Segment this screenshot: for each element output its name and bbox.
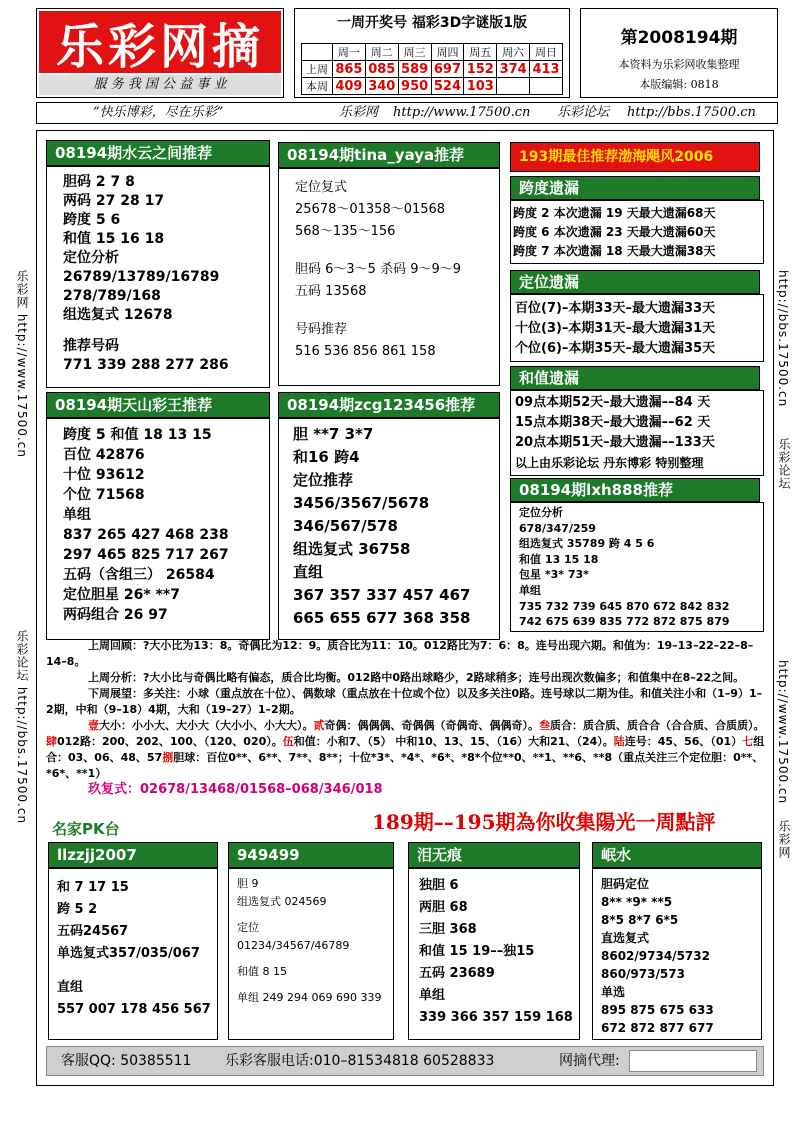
line: 组选复式 024569 [237, 895, 327, 908]
line: 8*5 8*7 6*5 [601, 913, 679, 927]
draw-number [530, 78, 563, 95]
detail-mark: 伍 [282, 735, 294, 748]
day-header: 周四 [431, 44, 464, 61]
line: 单选复式357/035/067 [57, 946, 200, 961]
line: 26789/13789/16789 [63, 269, 220, 285]
line: 665 655 677 368 358 [293, 609, 471, 627]
line [57, 965, 217, 977]
panel-title-hezhi: 和值遗漏 [510, 366, 760, 390]
expert-panel [48, 868, 218, 1040]
line [295, 303, 499, 319]
weekly-days-row [302, 44, 563, 61]
right-side-site-url: http://www.17500.cn [776, 660, 790, 805]
review-1: 上周回顾：?大小比为13：8。奇偶比为12：9。质合比为11：10。012路比为7：6：8。连号出现六期。和值为：19–13–22–22–8–14–8。 [46, 639, 754, 668]
line: 两胆 68 [419, 900, 468, 915]
line: 735 732 739 645 870 672 842 832 [519, 599, 730, 613]
line: 和 7 17 15 [57, 880, 129, 895]
detail-mark: 壹 [88, 719, 99, 732]
draw-number: 085 [365, 61, 398, 78]
day-header: 周六 [497, 44, 530, 61]
draw-number: 697 [431, 61, 464, 78]
detail-mark: 叁 [539, 719, 550, 732]
day-header: 周一 [333, 44, 366, 61]
line [237, 911, 393, 919]
right-side-forum-url: http://bbs.17500.cn [776, 270, 790, 408]
line: 定位分析 [519, 506, 563, 519]
left-side-forum: 乐彩论坛 http://bbs.17500.cn [15, 630, 29, 825]
weekly-title: 一周开奖号 福彩3D字谜版1版 [337, 15, 527, 31]
line: 678/347/259 [519, 521, 596, 535]
line: 15点本期38天–最大遗漏––62 天 [515, 415, 711, 430]
line: 百位(7)–本期33天–最大遗漏33天 [515, 301, 716, 316]
line: 单组 [419, 988, 446, 1003]
left-side-site: 乐彩网 http://www.17500.cn [15, 270, 29, 458]
day-header: 周日 [530, 44, 563, 61]
draw-number: 103 [464, 78, 497, 95]
slogan-text: “快乐博彩，尽在乐彩” [93, 105, 224, 120]
line: 十位 93612 [63, 467, 145, 483]
agent-input[interactable] [629, 1050, 757, 1072]
detail-text: 大小：小小大、大小大（大小小、小大大）。 [99, 719, 314, 732]
line: 五码 13568 [295, 284, 367, 299]
line: 516 536 856 861 158 [295, 344, 436, 359]
line: 557 007 178 456 567 [57, 1002, 211, 1017]
issue-block [580, 8, 778, 98]
slogan-banner [36, 102, 778, 124]
line: 定位胆星 26* **7 [63, 587, 180, 603]
line: 直组 [57, 980, 84, 995]
line: 推荐号码 [63, 338, 119, 354]
logo-text: 乐彩网摘 [55, 18, 264, 75]
line: 367 357 337 457 467 [293, 586, 471, 604]
panel-zcg [278, 418, 500, 640]
line: 定位推荐 [293, 471, 354, 489]
panel-title-shuiyun: 08194期水云之间推荐 [46, 140, 270, 166]
analysis-block [46, 638, 766, 798]
line: 742 675 639 835 772 872 875 879 [519, 615, 730, 629]
weekly-numbers-table [301, 43, 563, 95]
detail-text: 质合：质合质、质合合（合合质、合质质）。 [550, 719, 765, 732]
weekly-block [294, 8, 570, 98]
panel-title-kuadu: 跨度遗漏 [510, 176, 760, 200]
expert-title: llzzjj2007 [48, 842, 218, 868]
expert-panel [592, 868, 762, 1040]
detail-text: 连号：45、56、（01） [624, 735, 743, 748]
draw-number: 374 [497, 61, 530, 78]
line: 860/973/573 [601, 967, 685, 981]
row-label: 上周 [302, 61, 333, 78]
panel-kuadu [510, 200, 764, 264]
draw-number: 413 [530, 61, 563, 78]
pk-label: 名家PK台 [52, 820, 120, 838]
line: 跨度 5 6 [63, 212, 121, 228]
line: 百位 42876 [63, 447, 145, 463]
site-url[interactable]: http://www.17500.cn [393, 105, 531, 120]
line: 和值 13 15 18 [519, 552, 599, 566]
detail-text: 012路：200、202、100、（120、020）。 [57, 735, 283, 748]
pk-tagline: 189期––195期為你收集陽光一周點評 [372, 810, 716, 834]
line: 单组 [63, 507, 91, 523]
day-header: 周五 [464, 44, 497, 61]
draw-number: 589 [398, 61, 431, 78]
detail-text: 和值：小和7、（5） 中和10、13、15、（16）大和21、（24）。 [293, 735, 614, 748]
draw-number: 950 [398, 78, 431, 95]
line: 跨 5 2 [57, 902, 98, 917]
line: 组选复式 36758 [293, 540, 411, 558]
draw-number: 409 [333, 78, 366, 95]
line: 3456/3567/5678 [293, 494, 430, 512]
line: 胆码定位 [601, 877, 650, 891]
line: 组选复式 35789 跨 4 5 6 [519, 537, 655, 551]
line [63, 325, 269, 337]
line: 8** *9* **5 [601, 895, 673, 909]
detail-text: 胆球：百位0**、6**、7**、8**；十位*3*、*4*、*6*、*8*个位**0、**1、**6、**8（重点关注三个定位胆：0**、*6*、**1） [46, 751, 764, 780]
line: 以上由乐彩论坛 丹东博彩 特别整理 [515, 456, 704, 470]
line: 和值 15 19––独15 [419, 944, 535, 959]
line: 胆 9 [237, 877, 259, 890]
editor-note: 本版编辑: 0818 [639, 78, 719, 91]
line: 五码 23689 [419, 966, 495, 981]
line [237, 955, 393, 963]
draw-number: 340 [365, 78, 398, 95]
line: 339 366 357 159 168 [419, 1010, 573, 1025]
right-side-forum-label: 乐彩论坛 [777, 438, 791, 490]
forecast: 下周展望：多关注：小球（重点放在十位）、偶数球（重点放在十位或个位）以及多关注0路。连号球以二期为佳。和值关注小和（1–9）1–2期，中和（9–18）4期，大和（19–27）1–2期。 [46, 687, 763, 716]
line: 895 875 675 633 [601, 1003, 714, 1017]
forum-label: 乐彩论坛 [557, 105, 610, 120]
issue-number: 第2008194期 [620, 28, 738, 48]
line: 定位复式 [295, 180, 348, 195]
line: 单组 [519, 583, 541, 597]
detail-text: 组合：03、06、48、57 [46, 735, 765, 764]
draw-number: 152 [464, 61, 497, 78]
line: 胆码 2 7 8 [63, 174, 135, 190]
line: 跨度 5 和值 18 13 15 [63, 427, 212, 443]
line: 和值 15 16 18 [63, 231, 165, 247]
line: 8602/9734/5732 [601, 949, 710, 963]
expert-title: 岷水 [592, 842, 762, 868]
line: 297 465 825 717 267 [63, 547, 229, 563]
panel-title-dingwei: 定位遗漏 [510, 270, 760, 294]
weekly-row-this [302, 78, 563, 95]
day-header: 周三 [398, 44, 431, 61]
review-2: 上周分析：?大小比与奇偶比略有偏态，质合比均衡。012路中0路出球略少，2路球稍多；连号出现次数偏多；和值集中在8–22之间。 [88, 671, 745, 684]
line: 09点本期52天–最大遗漏––84 天 [515, 395, 711, 410]
detail-mark: 捌 [162, 751, 174, 764]
detail-mark: 陆 [613, 735, 625, 748]
expert-panel [228, 868, 394, 1040]
forum-url[interactable]: http://bbs.17500.cn [627, 105, 756, 120]
line: 568～135～156 [295, 224, 396, 239]
line: 胆码 6～3～5 杀码 9～9～9 [295, 262, 462, 277]
line: 837 265 427 468 238 [63, 527, 229, 543]
line: 直组 [293, 563, 324, 581]
line: 直选复式 [601, 931, 650, 945]
weekly-row-last [302, 61, 563, 78]
line: 三胆 368 [419, 922, 477, 937]
line: 两码组合 26 97 [63, 607, 168, 623]
line [237, 981, 393, 989]
line: 包星 *3* 73* [519, 568, 589, 582]
panel-hezhi [510, 390, 764, 476]
panel-title-best: 193期最佳推荐渤海飓风2006 [510, 142, 760, 172]
detail-text: 奇偶：偶偶偶、奇偶偶（奇偶奇、偶偶奇）。 [324, 719, 539, 732]
expert-title: 泪无痕 [408, 842, 580, 868]
detail-mark: 七 [742, 735, 754, 748]
panel-title-tianshan: 08194期天山彩王推荐 [46, 392, 270, 418]
line: 两码 27 28 17 [63, 193, 165, 209]
footer-bar [46, 1046, 764, 1076]
footer-qq: 客服QQ: 50385511 [61, 1053, 192, 1069]
line: 20点本期51天–最大遗漏––133天 [515, 435, 715, 450]
expert-title: 949499 [228, 842, 394, 868]
line: 十位(3)–本期31天–最大遗漏31天 [515, 321, 716, 336]
detail-mark: 肆 [46, 735, 57, 748]
panel-lxh [510, 502, 764, 632]
line: 组选复式 12678 [63, 307, 173, 323]
line: 和16 跨4 [293, 448, 360, 466]
draw-number [497, 78, 530, 95]
footer-phone: 乐彩客服电话:010–81534818 60528833 [225, 1053, 495, 1069]
row-label: 本周 [302, 78, 333, 95]
line: 跨度 7 本次遗漏 18 天最大遗漏38天 [513, 244, 716, 258]
line: 和值 8 15 [237, 965, 287, 978]
logo [39, 11, 281, 73]
logo-subtitle: 服 务 我 国 公 益 事 业 [39, 75, 281, 95]
detail-lines [46, 718, 766, 782]
line: 25678～01358～01568 [295, 202, 446, 217]
line: 五码（含组三） 26584 [63, 567, 215, 583]
right-side-site-label: 乐彩网 [777, 820, 791, 859]
line: 定位分析 [63, 250, 119, 266]
logo-block [36, 8, 284, 98]
line: 个位(6)–本期35天–最大遗漏35天 [515, 341, 716, 356]
collected-note: 本资料为乐彩网收集整理 [618, 58, 740, 71]
panel-tianshan [46, 418, 270, 640]
draw-number: 524 [431, 78, 464, 95]
panel-tina [278, 168, 500, 386]
line: 独胆 6 [419, 878, 459, 893]
panel-shuiyun [46, 166, 270, 388]
line: 跨度 2 本次遗漏 19 天最大遗漏68天 [513, 206, 716, 220]
panel-dingwei [510, 294, 764, 362]
line: 号码推荐 [295, 322, 348, 337]
panel-title-tina: 08194期tina_yaya推荐 [278, 142, 500, 168]
line: 346/567/578 [293, 517, 398, 535]
line [295, 243, 499, 259]
site-label: 乐彩网 [339, 105, 379, 120]
day-header: 周二 [365, 44, 398, 61]
panel-title-lxh: 08194期lxh888推荐 [510, 478, 760, 502]
line: 跨度 6 本次遗漏 23 天最大遗漏60天 [513, 225, 716, 239]
line: 771 339 288 277 286 [63, 357, 229, 373]
line: 个位 71568 [63, 487, 145, 503]
line: 672 872 877 677 [601, 1021, 714, 1035]
line: 定位 [237, 921, 259, 934]
panel-title-zcg: 08194期zcg123456推荐 [278, 392, 500, 418]
line: 278/789/168 [63, 288, 161, 304]
footer-agent: 网摘代理: [559, 1053, 620, 1069]
line: 单组 249 294 069 690 339 [237, 991, 382, 1004]
fushi-line: 玖复式：02678/13468/01568–068/346/018 [88, 782, 383, 797]
line: 单选 [601, 985, 626, 999]
detail-mark: 贰 [313, 719, 325, 732]
line: 胆 **7 3*7 [293, 425, 374, 443]
expert-panel [408, 868, 580, 1040]
line: 01234/34567/46789 [237, 939, 350, 952]
draw-number: 865 [333, 61, 366, 78]
line: 五码24567 [57, 924, 129, 939]
